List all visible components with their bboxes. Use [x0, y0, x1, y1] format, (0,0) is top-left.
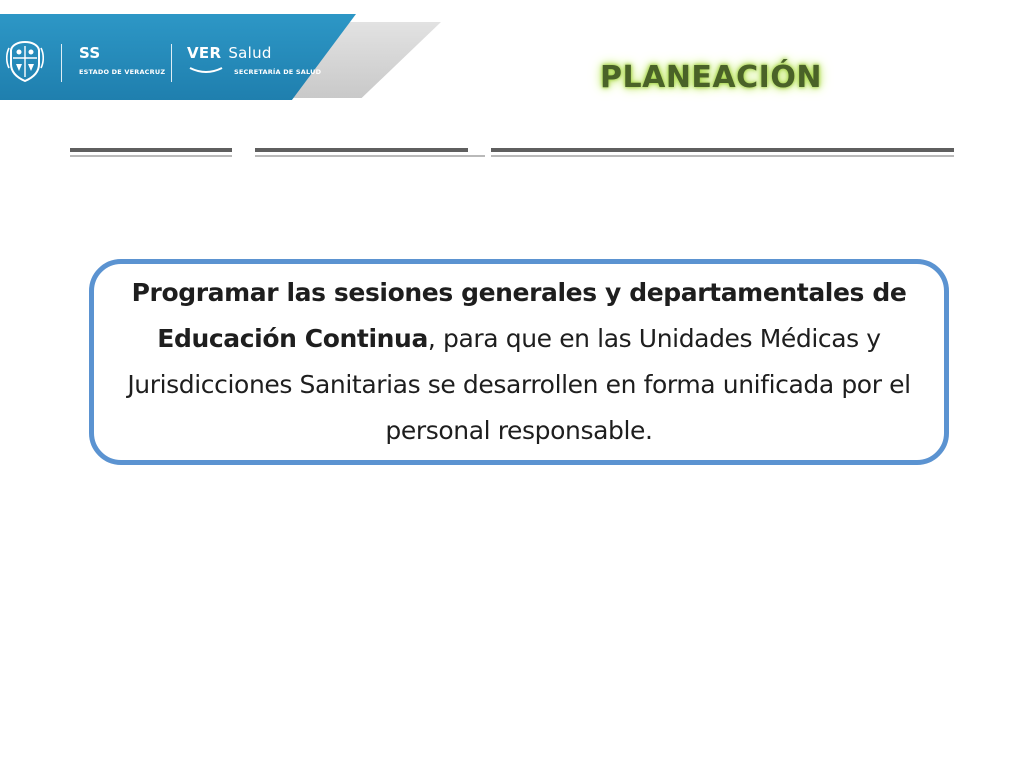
title-rule-segment — [70, 148, 232, 152]
title-rule-segment — [255, 148, 468, 152]
callout-text-regular: , para que en las Unidades Médicas y Jurisdicciones Sanitarias se desarrollen en forma unificada por el personal responsable. — [127, 324, 911, 445]
health-brand-subtitle: SECRETARÍA DE SALUD — [234, 68, 322, 76]
title-rule-segment — [491, 148, 954, 152]
header-divider — [61, 44, 62, 82]
state-brand-subtitle: ESTADO DE VERACRUZ — [79, 68, 166, 76]
state-brand-name: SS — [79, 44, 101, 62]
callout-text — [114, 270, 924, 454]
header-logo — [6, 38, 44, 84]
smile-arc-icon — [188, 66, 224, 74]
callout-box — [89, 259, 949, 465]
title-rule-shadow — [255, 155, 485, 157]
health-brand-name-light: Salud — [228, 44, 272, 62]
state-brand — [79, 44, 165, 76]
header-divider — [171, 44, 172, 82]
health-brand-name-bold: VER — [187, 44, 222, 62]
veracruz-seal-icon — [6, 40, 44, 82]
title-rule-shadow — [70, 155, 232, 157]
page-title: PLANEACIÓN — [600, 60, 822, 95]
title-rule-shadow — [491, 155, 954, 157]
callout-text-bold: Programar las sesiones generales y departamentales de Educación Continua — [131, 278, 907, 353]
